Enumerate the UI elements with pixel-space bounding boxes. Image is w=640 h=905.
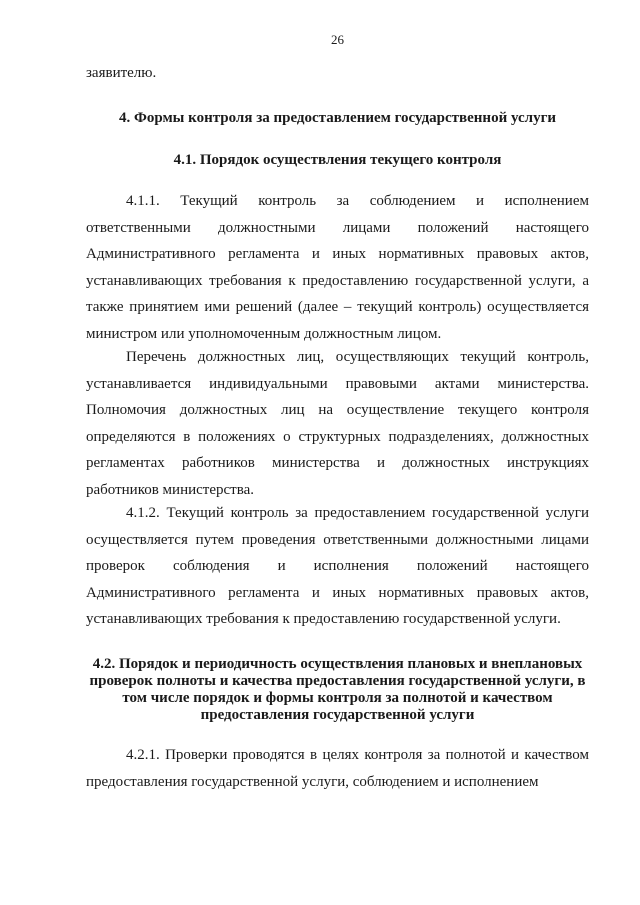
paragraph-4-1-1: 4.1.1. Текущий контроль за соблюдением и исполнением ответственными должностными лицами положений настоящего Административного регламента и иных нормативных правовых актов, устанавливающих требования к предоставлению государственной услуги, а также принятием ими решений (далее – текущий контроль) осуществляется министром или уполномоченным должностным лицом. xyxy=(86,193,589,342)
section-4-heading: 4. Формы контроля за предоставлением государственной услуги xyxy=(118,110,557,126)
page-number: 26 xyxy=(331,32,344,47)
paragraph-fragment: заявителю. xyxy=(86,65,157,81)
section-4-1-heading: 4.1. Порядок осуществления текущего контроля xyxy=(173,152,502,168)
paragraph-officials-list: Перечень должностных лиц, осуществляющих текущий контроль, устанавливается индивидуальными правовыми актами министерства. Полномочия должностных лиц на осуществление текущего контроля определяются в положениях о структурных подразделениях, должностных регламентах работников министерства и должностных инструкциях работников министерства. xyxy=(86,349,589,498)
paragraph-4-1-2: 4.1.2. Текущий контроль за предоставлением государственной услуги осуществляется путем проведения ответственными должностными лицами проверок соблюдения и исполнения положений настоящего Административного регламента и иных нормативных правовых актов, устанавливающих требования к предоставлению государственной услуги. xyxy=(86,505,589,627)
section-4-2-heading: 4.2. Порядок и периодичность осуществления плановых и внеплановых проверок полноты и качества предоставления государственной услуги, в том числе порядок и формы контроля за полнотой и качеством предоставления государственной услуги xyxy=(89,656,586,723)
paragraph-4-2-1: 4.2.1. Проверки проводятся в целях контроля за полнотой и качеством предоставления государственной услуги, соблюдением и исполнением xyxy=(86,747,589,790)
